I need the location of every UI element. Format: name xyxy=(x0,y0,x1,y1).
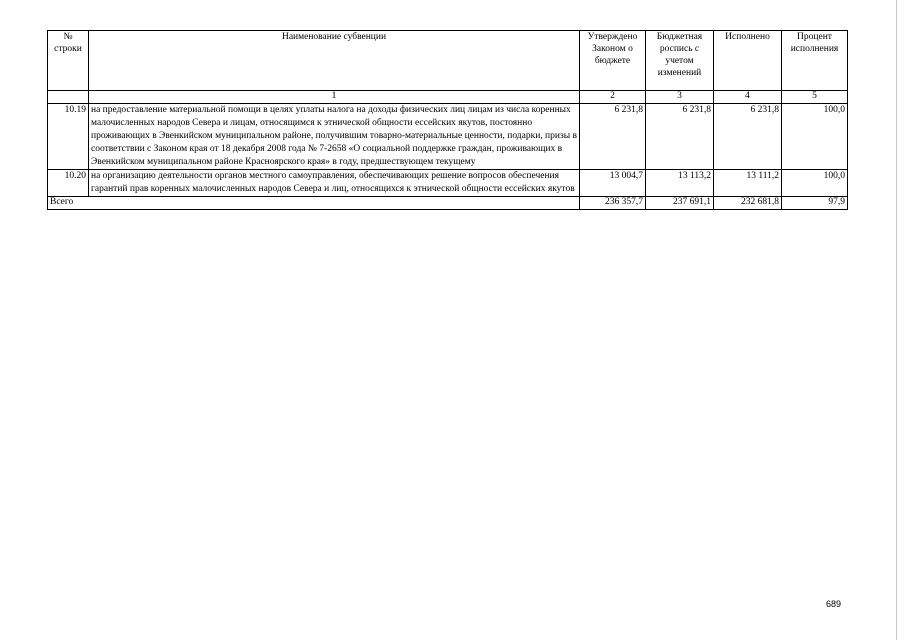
column-number: 4 xyxy=(714,91,782,104)
total-budget-list: 237 691,1 xyxy=(646,197,714,210)
table-row xyxy=(48,104,848,170)
row-approved: 6 231,8 xyxy=(580,104,646,170)
header-percent: Процент исполнения xyxy=(782,31,848,91)
column-number: 3 xyxy=(646,91,714,104)
row-code: 10.20 xyxy=(48,170,89,197)
header-budget-list: Бюджетная роспись с учетом изменений xyxy=(646,31,714,91)
header-name: Наименование субвенции xyxy=(89,31,580,91)
page-number: 689 xyxy=(826,599,842,609)
row-executed: 6 231,8 xyxy=(714,104,782,170)
table-row xyxy=(48,170,848,197)
row-code: 10.19 xyxy=(48,104,89,170)
row-approved: 13 004,7 xyxy=(580,170,646,197)
row-percent: 100,0 xyxy=(782,170,848,197)
total-label: Всего xyxy=(48,197,580,210)
total-row xyxy=(48,197,848,210)
total-executed: 232 681,8 xyxy=(714,197,782,210)
column-number: 5 xyxy=(782,91,848,104)
row-name: на предоставление материальной помощи в целях уплаты налога на доходы физических лиц лицам из числа коренных малочисленных народов Севера и лицам, относящимся к этнической общности ессейских якутов, постоянно проживающих в Эвенкийском муниципальном районе, получившим товарно-материальные ценности, подарки, призы в соответствии с Законом края от 18 декабря 2008 года № 7-2658 «О социальной поддержке граждан, проживающих в Эвенкийском муниципальном районе Красноярского края» в году, предшествующем текущему xyxy=(89,104,580,170)
row-budget-list: 6 231,8 xyxy=(646,104,714,170)
column-number: 2 xyxy=(580,91,646,104)
column-number-blank xyxy=(48,91,89,104)
row-percent: 100,0 xyxy=(782,104,848,170)
header-approved: Утверждено Законом о бюджете xyxy=(580,31,646,91)
total-approved: 236 357,7 xyxy=(580,197,646,210)
header-row-no: № строки xyxy=(48,31,89,91)
subvention-table xyxy=(47,30,848,210)
table-header-row xyxy=(48,31,848,91)
row-name: на организацию деятельности органов местного самоуправления, обеспечивающих решение вопросов обеспечения гарантий прав коренных малочисленных народов Севера и лиц, относящихся к этнической общности ессейских якутов xyxy=(89,170,580,197)
column-number: 1 xyxy=(89,91,580,104)
header-executed: Исполнено xyxy=(714,31,782,91)
row-executed: 13 111,2 xyxy=(714,170,782,197)
scan-edge-line xyxy=(896,0,897,640)
column-numbers-row xyxy=(48,91,848,104)
total-percent: 97,9 xyxy=(782,197,848,210)
row-budget-list: 13 113,2 xyxy=(646,170,714,197)
